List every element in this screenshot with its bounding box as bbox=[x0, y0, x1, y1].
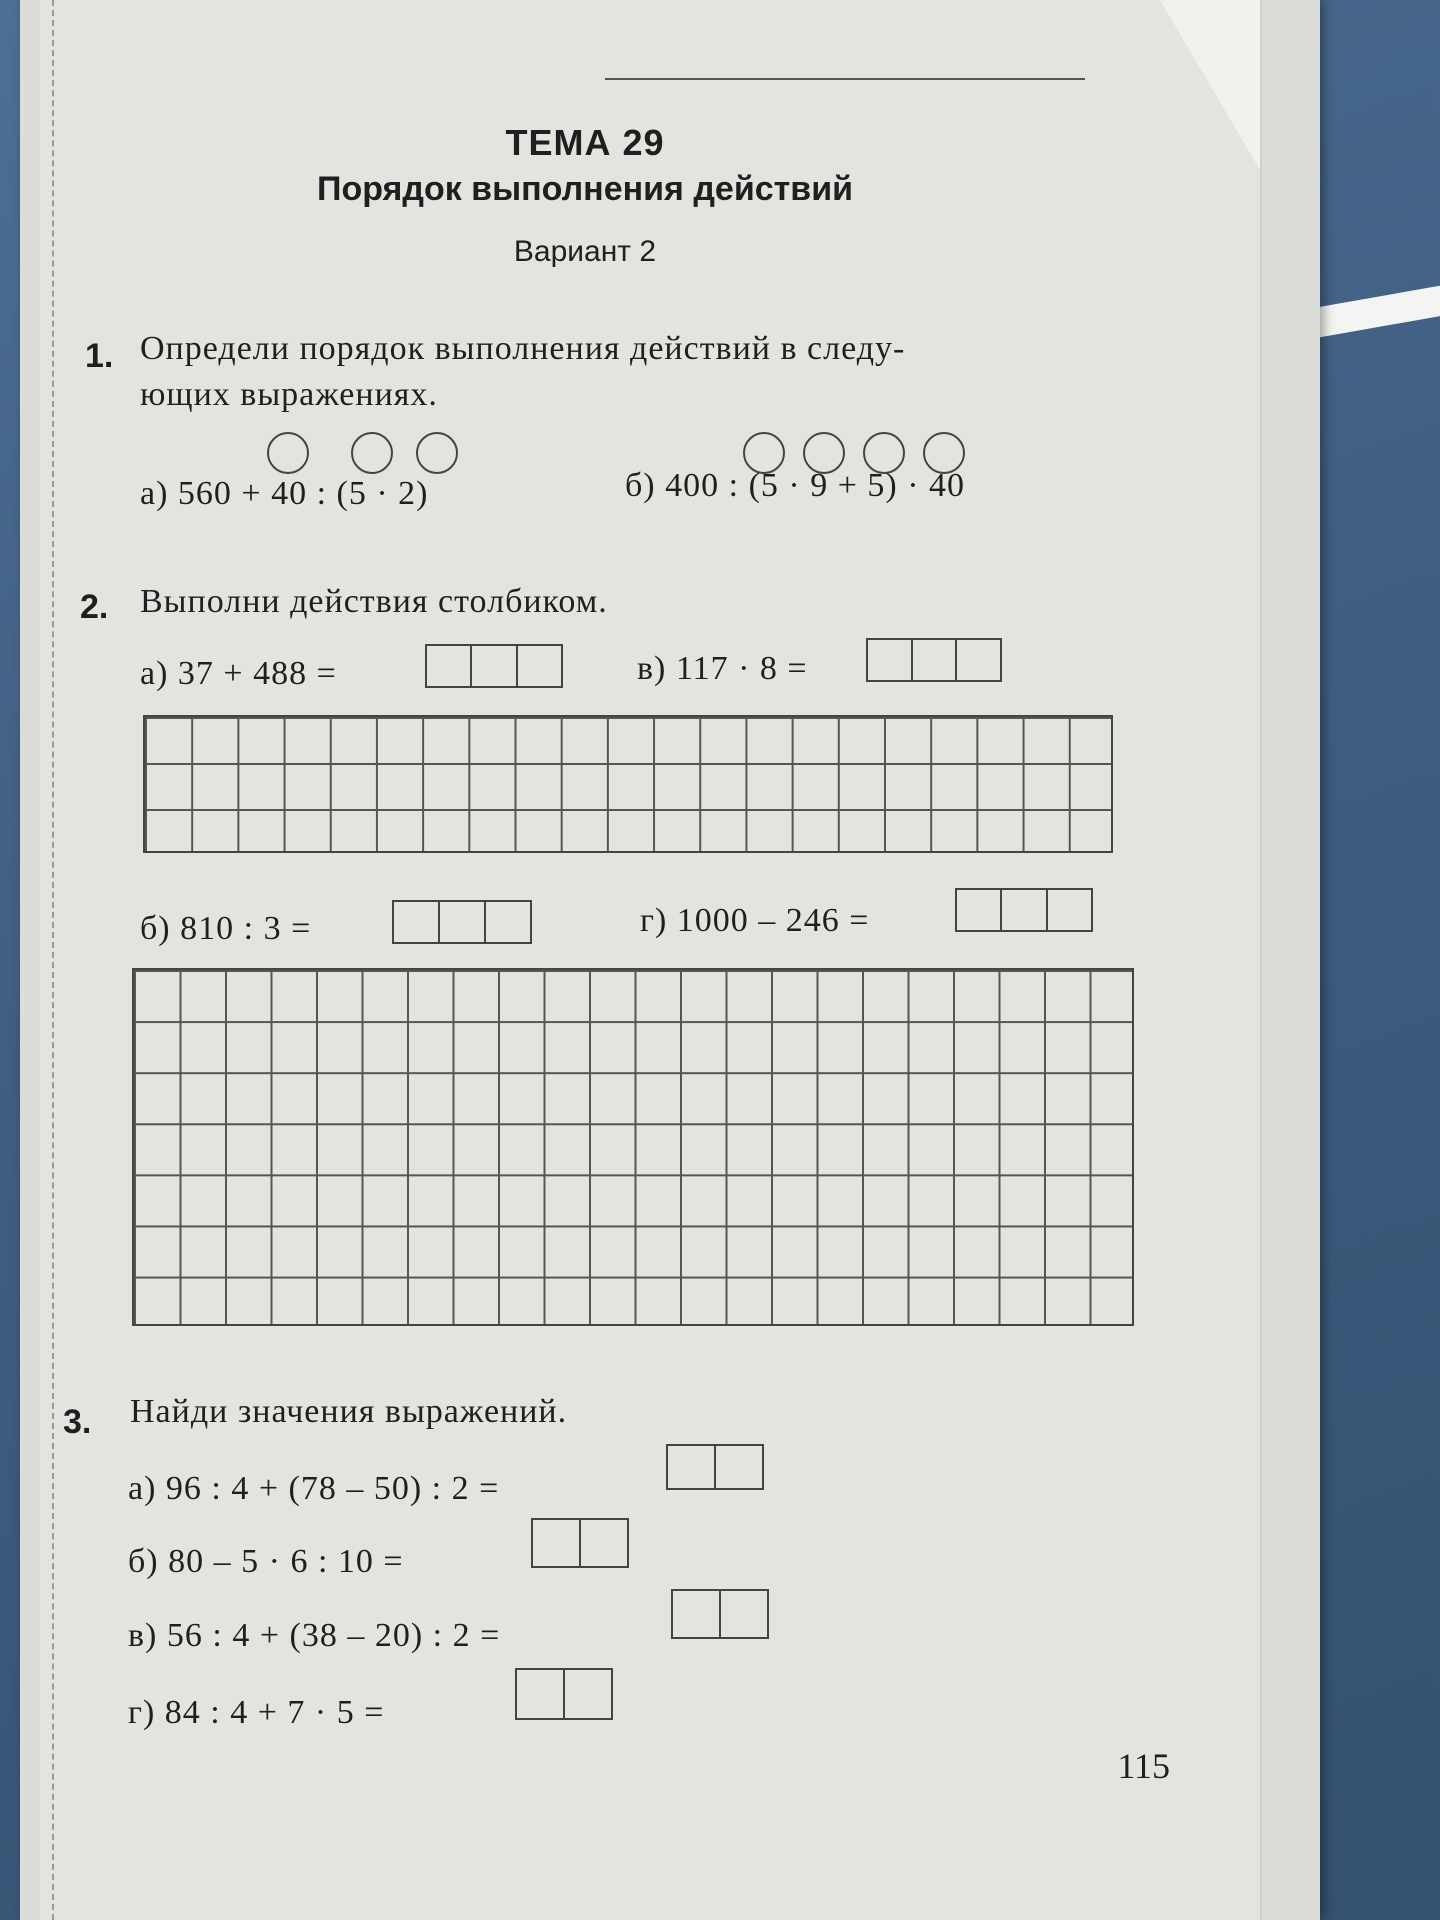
work-grid-bottom[interactable] bbox=[132, 968, 1134, 1326]
task2-expression-g: г) 1000 – 246 = bbox=[640, 902, 870, 939]
task3-text: Найди значения выражений. bbox=[130, 1393, 568, 1430]
task2-expression-a: а) 37 + 488 = bbox=[140, 655, 337, 692]
book bbox=[20, 0, 1320, 1920]
answer-box[interactable] bbox=[515, 1668, 613, 1720]
topic-heading: ТЕМА 29 bbox=[505, 122, 665, 163]
answer-box[interactable] bbox=[866, 638, 1002, 682]
answer-box[interactable] bbox=[671, 1589, 769, 1639]
task3-number: 3. bbox=[63, 1403, 92, 1441]
task2-text: Выполни действия столбиком. bbox=[140, 583, 608, 620]
page-title: Порядок выполнения действий bbox=[317, 170, 853, 208]
task1-text-line1: Определи порядок выполнения действий в следу- bbox=[140, 330, 906, 367]
work-grid-top[interactable] bbox=[143, 715, 1113, 853]
task1-number: 1. bbox=[85, 337, 114, 375]
answer-box[interactable] bbox=[392, 900, 532, 944]
binding-edge bbox=[40, 0, 54, 1920]
task3-expression-v: в) 56 : 4 + (38 – 20) : 2 = bbox=[128, 1617, 501, 1654]
header-rule bbox=[605, 78, 1085, 80]
task3-expression-a: а) 96 : 4 + (78 – 50) : 2 = bbox=[128, 1470, 500, 1507]
folded-corner bbox=[1160, 0, 1260, 170]
page-number: 115 bbox=[1117, 1746, 1170, 1786]
answer-box[interactable] bbox=[425, 644, 563, 688]
task1-text-line2: ющих выражениях. bbox=[140, 376, 438, 413]
order-circle[interactable] bbox=[351, 432, 393, 474]
answer-box[interactable] bbox=[666, 1444, 764, 1490]
task2-expression-b: б) 810 : 3 = bbox=[140, 910, 312, 947]
task1-expression-a: а) 560 + 40 : (5 · 2) bbox=[140, 475, 429, 512]
task3-expression-g: г) 84 : 4 + 7 · 5 = bbox=[128, 1694, 385, 1731]
answer-box[interactable] bbox=[955, 888, 1093, 932]
variant-label: Вариант 2 bbox=[513, 235, 657, 268]
order-circle[interactable] bbox=[267, 432, 309, 474]
task2-number: 2. bbox=[80, 588, 109, 626]
task1-expression-b: б) 400 : (5 · 9 + 5) · 40 bbox=[625, 467, 966, 504]
order-circle[interactable] bbox=[416, 432, 458, 474]
answer-box[interactable] bbox=[531, 1518, 629, 1568]
workbook-page bbox=[40, 0, 1262, 1920]
task3-expression-b: б) 80 – 5 · 6 : 10 = bbox=[128, 1543, 404, 1580]
task2-expression-v: в) 117 · 8 = bbox=[637, 650, 808, 687]
